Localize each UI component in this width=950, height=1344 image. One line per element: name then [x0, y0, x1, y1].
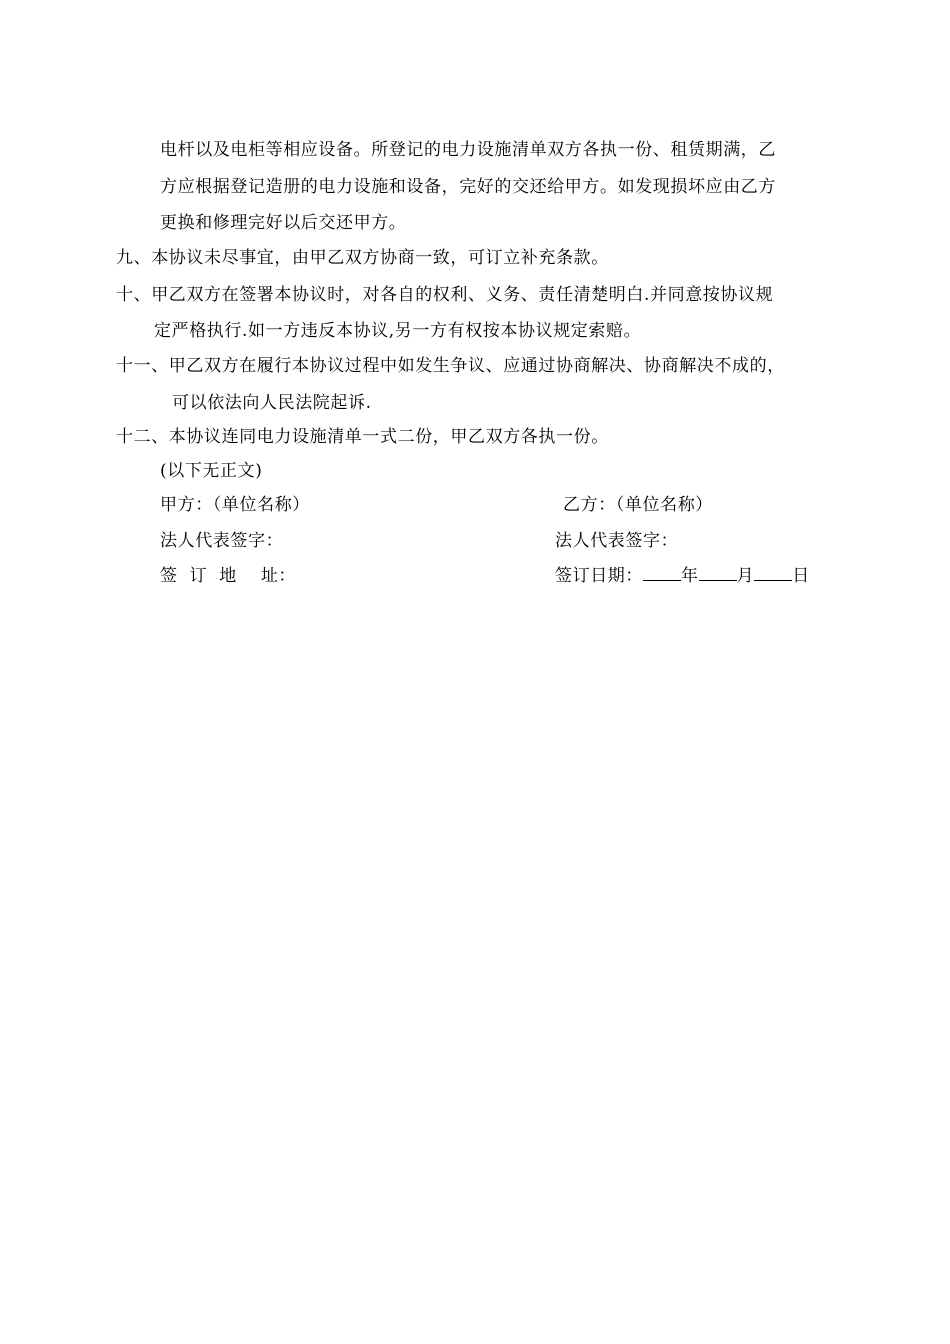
clause-9: 九、本协议未尽事宜，由甲乙双方协商一致，可订立补充条款。	[116, 248, 609, 268]
year-label: 年	[681, 566, 699, 586]
year-blank	[643, 565, 681, 581]
continuation-line-3: 更换和修理完好以后交还甲方。	[160, 213, 407, 233]
clause-12: 十二、本协议连同电力设施清单一式二份，甲乙双方各执一份。	[116, 427, 609, 447]
end-note: (以下无正文)	[160, 461, 263, 481]
month-label: 月	[736, 566, 755, 586]
representative-a-label: 法人代表签字：	[160, 531, 284, 551]
clause-11-line-2: 可以依法向人民法院起诉.	[172, 393, 372, 413]
signing-date-row	[555, 565, 810, 587]
clause-10-line-1: 十、甲乙双方在签署本协议时，对各自的权利、义务、责任清楚明白.并同意按协议规	[116, 285, 774, 305]
signing-address-label: 签 订 地 址：	[160, 566, 297, 586]
representative-b-label: 法人代表签字：	[555, 531, 679, 551]
day-label: 日	[792, 566, 810, 586]
signing-date-label: 签订日期：	[555, 566, 643, 586]
month-blank	[699, 565, 737, 581]
party-a-label: 甲方：（单位名称）	[160, 495, 310, 515]
clause-11-line-1: 十一、甲乙双方在履行本协议过程中如发生争议、应通过协商解决、协商解决不成的，	[116, 356, 785, 376]
party-b-label: 乙方：（单位名称）	[563, 495, 713, 515]
continuation-line-1: 电杆以及电柜等相应设备。所登记的电力设施清单双方各执一份、租赁期满，乙	[160, 140, 776, 160]
continuation-line-2: 方应根据登记造册的电力设施和设备，完好的交还给甲方。如发现损坏应由乙方	[160, 177, 776, 197]
clause-10-line-2: 定严格执行.如一方违反本协议,另一方有权按本协议规定索赔。	[154, 321, 642, 341]
day-blank	[754, 565, 792, 581]
